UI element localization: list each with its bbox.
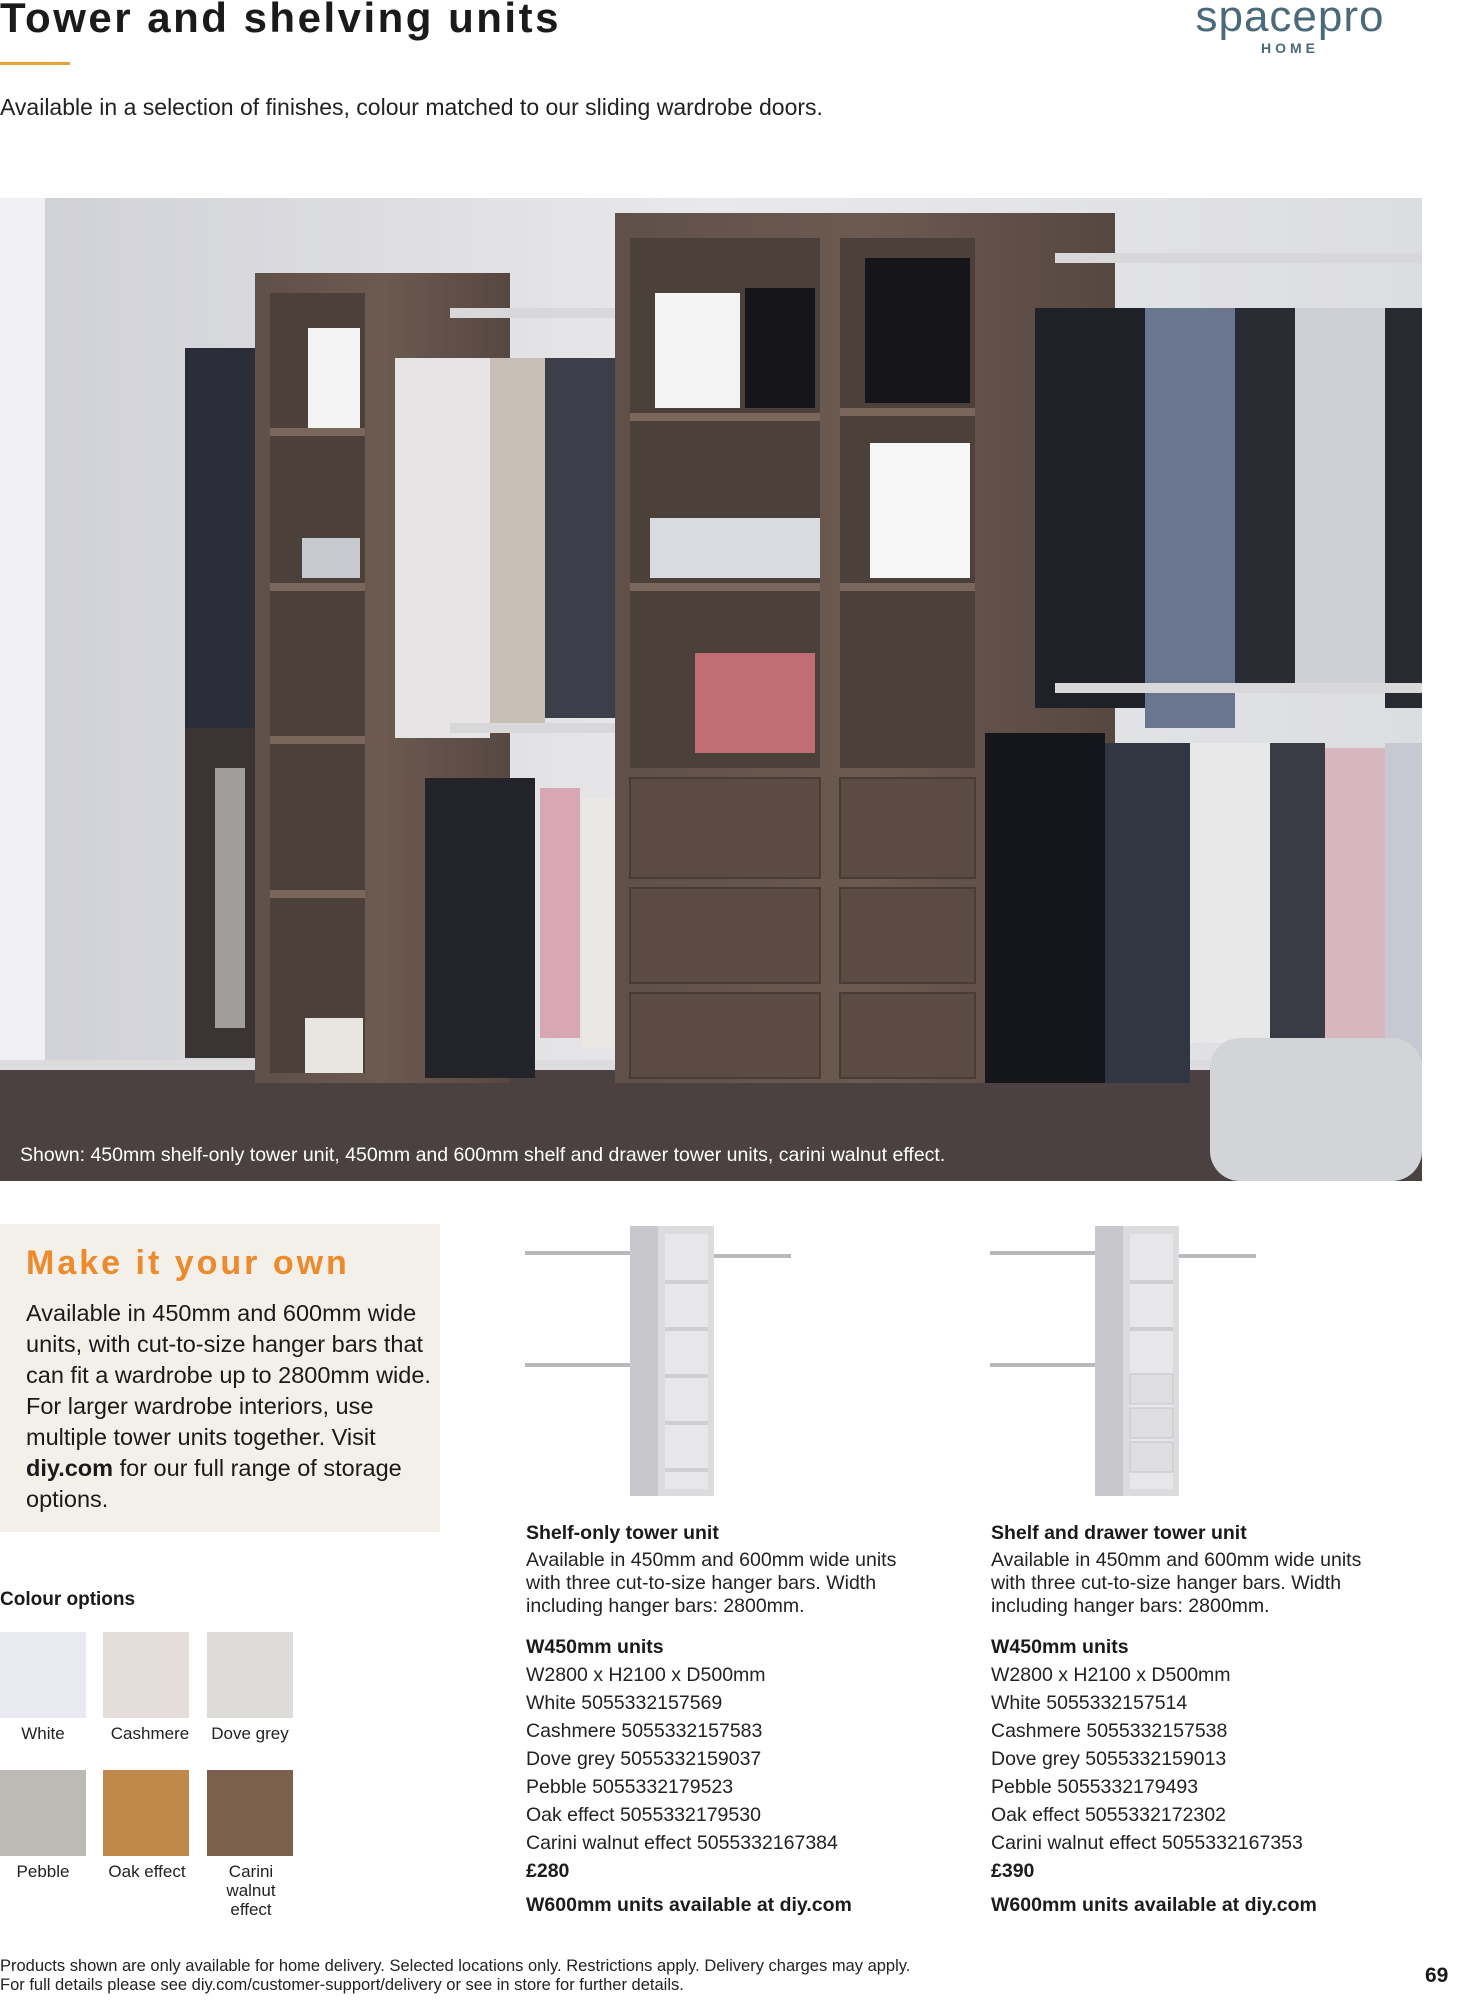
promo-link[interactable]: diy.com [26, 1455, 114, 1481]
product-description: Available in 450mm and 600mm wide units with three cut-to-size hanger bars. Width including hanger bars: 2800mm. [526, 1549, 897, 1617]
promo-title: Make it your own [26, 1244, 350, 1282]
hero-caption: Shown: 450mm shelf-only tower unit, 450mm and 600mm shelf and drawer tower units, carini walnut effect. [20, 1144, 946, 1166]
product-code: Oak effect 5055332172302 [991, 1804, 1226, 1826]
swatch-label-oak-effect: Oak effect [108, 1862, 186, 1881]
product-shelf-and-drawer [991, 1522, 1391, 1917]
product-shelf-only [526, 1522, 926, 1917]
product-dimensions: W2800 x H2100 x D500mm [991, 1664, 1231, 1686]
footer-disclaimer [0, 1957, 910, 1995]
wardrobe-illustration [0, 198, 1422, 1181]
product-price: £390 [991, 1860, 1035, 1882]
swatch-white [0, 1632, 86, 1718]
page-number: 69 [1425, 1964, 1449, 1987]
intro-text: Available in a selection of finishes, colour matched to our sliding wardrobe doors. [0, 94, 823, 120]
product-code: Dove grey 5055332159013 [991, 1748, 1227, 1770]
page-title: Tower and shelving units [0, 0, 561, 41]
product-code: Cashmere 5055332157583 [526, 1720, 763, 1742]
product-code: Carini walnut effect 5055332167353 [991, 1832, 1303, 1854]
shelf-only-tower-image [525, 1222, 795, 1502]
swatch-label-pebble: Pebble [16, 1862, 70, 1881]
swatch-carini-walnut [207, 1770, 293, 1856]
product-code: Cashmere 5055332157538 [991, 1720, 1228, 1742]
swatch-label-cashmere: Cashmere [110, 1724, 190, 1743]
footer-line-2: For full details please see diy.com/customer-support/delivery or see in store for further details. [0, 1976, 684, 1994]
swatch-oak-effect [103, 1770, 189, 1856]
product-code: Oak effect 5055332179530 [526, 1804, 761, 1826]
shelf-and-drawer-tower-image [990, 1222, 1260, 1502]
swatch-cashmere [103, 1632, 189, 1718]
product-description: Available in 450mm and 600mm wide units with three cut-to-size hanger bars. Width including hanger bars: 2800mm. [991, 1549, 1362, 1617]
product-availability: W600mm units available at diy.com [991, 1894, 1317, 1916]
colour-options-heading: Colour options [0, 1589, 136, 1610]
product-dimensions: W2800 x H2100 x D500mm [526, 1664, 766, 1686]
product-title: Shelf-only tower unit [526, 1522, 719, 1544]
logo-brand-text: spacepro [1195, 0, 1385, 41]
product-title: Shelf and drawer tower unit [991, 1522, 1247, 1544]
promo-text-before: Available in 450mm and 600mm wide units, with cut-to-size hanger bars that can fit a wardrobe up to 2800mm wide. For larger wardrobe interiors, use multiple tower units together. Visit [26, 1300, 431, 1450]
swatch-dove-grey [207, 1632, 293, 1718]
product-code: Dove grey 5055332159037 [526, 1748, 762, 1770]
product-code: Carini walnut effect 5055332167384 [526, 1832, 838, 1854]
product-code: White 5055332157514 [991, 1692, 1188, 1714]
product-availability: W600mm units available at diy.com [526, 1894, 852, 1916]
swatch-pebble [0, 1770, 86, 1856]
product-price: £280 [526, 1860, 570, 1882]
product-size-heading: W450mm units [991, 1636, 1129, 1658]
footer-line-1: Products shown are only available for home delivery. Selected locations only. Restrictions apply. Delivery charges may apply. [0, 1957, 911, 1975]
swatch-label-carini-walnut: Carini walnut effect [226, 1862, 276, 1919]
promo-text-after: for our full range of storage options. [26, 1455, 402, 1512]
product-code: White 5055332157569 [526, 1692, 723, 1714]
hero-wardrobe-photo [0, 198, 1422, 1181]
product-code: Pebble 5055332179493 [991, 1776, 1199, 1798]
swatch-label-dove-grey: Dove grey [211, 1724, 289, 1743]
logo-sub-text: HOME [1261, 40, 1319, 56]
product-size-heading: W450mm units [526, 1636, 664, 1658]
title-accent-rule [0, 62, 70, 65]
promo-text [26, 1298, 431, 1515]
product-code: Pebble 5055332179523 [526, 1776, 734, 1798]
spacepro-logo [1190, 0, 1390, 56]
swatch-label-white: White [21, 1724, 65, 1743]
